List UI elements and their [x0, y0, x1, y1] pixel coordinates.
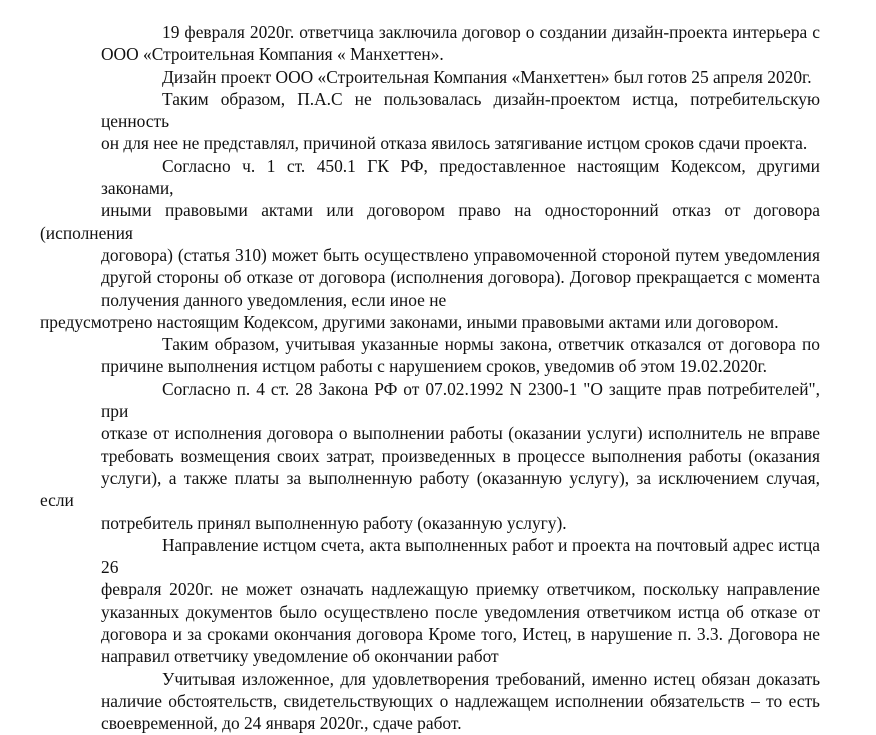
paragraph-code-continuation: [40, 311, 820, 333]
paragraph-documents-sent: [40, 534, 820, 668]
text-line: своевременной, до 24 января 2020г., сдаче работ.: [101, 713, 462, 734]
text-line: другой стороны об отказе от договора (исполнения договора). Договор прекращается с момента: [101, 267, 820, 288]
text-line: Таким образом, П.А.С не пользовалась дизайн-проектом истца, потребительскую ценность: [101, 88, 820, 132]
paragraph-consumer-law: [40, 378, 820, 534]
text-line: договора и за сроками окончания договора Кроме того, Истец, в нарушение п. 3.3. Договора не: [101, 624, 820, 645]
text-line: Таким образом, учитывая указанные нормы закона, ответчик отказался от договора по: [162, 334, 820, 355]
text-line: причине выполнения истцом работы с нарушением сроков, уведомив об этом 19.02.2020г.: [101, 356, 767, 377]
text-line: отказе от исполнения договора о выполнении работы (оказании услуги) исполнитель не вправе: [101, 423, 820, 444]
text-line: ООО «Строительная Компания « Манхеттен».: [101, 44, 444, 65]
text-line: 19 февраля 2020г. ответчица заключила договор о создании дизайн-проекта интерьера с: [162, 22, 820, 42]
text-line: наличие обстоятельств, свидетельствующих о надлежащем исполнении обязательств – то есть: [101, 690, 820, 711]
text-line: Согласно ч. 1 ст. 450.1 ГК РФ, предоставленное настоящим Кодексом, другими законами,: [101, 155, 820, 199]
paragraph-contract-date: [40, 21, 820, 66]
text-line: направил ответчику уведомление об окончании работ: [101, 646, 499, 667]
text-line: Согласно п. 4 ст. 28 Закона РФ от 07.02.1992 N 2300-1 "О защите прав потребителей", при: [101, 378, 820, 422]
text-line: февраля 2020г. не может означать надлежащую приемку ответчиком, поскольку направление: [101, 579, 820, 600]
text-line: договора) (статья 310) может быть осуществлено управомоченной стороной путем уведомления: [101, 244, 820, 265]
paragraph-not-used: [40, 88, 820, 155]
text-line: услуги), а также платы за выполненную работу (оказанную услугу), за исключением случая, если: [40, 467, 820, 511]
paragraph-civil-code-450: [40, 155, 820, 311]
paragraph-design-ready: [40, 66, 820, 88]
text-line: иными правовыми актами или договором право на односторонний отказ от договора (исполнения: [40, 200, 820, 243]
text-line: он для нее не представлял, причиной отказа явилось затягивание истцом сроков сдачи проекта.: [101, 133, 808, 154]
text-line: Направление истцом счета, акта выполненных работ и проекта на почтовый адрес истца 26: [101, 534, 820, 578]
paragraph-refusal: [40, 333, 820, 378]
text-line: предусмотрено настоящим Кодексом, другими законами, иными правовыми актами или договором.: [40, 311, 779, 332]
text-line: получения данного уведомления, если иное не: [101, 289, 447, 310]
text-line: требовать возмещения своих затрат, произведенных в процессе выполнения работы (оказания: [101, 445, 820, 466]
paragraph-conclusion: [40, 668, 820, 735]
text-line: Учитывая изложенное, для удовлетворения требований, именно истец обязан доказать: [162, 668, 820, 689]
text-line: Дизайн проект ООО «Строительная Компания «Манхеттен» был готов 25 апреля 2020г.: [162, 66, 812, 87]
document-body: [40, 21, 820, 735]
text-line: указанных документов было осуществлено после уведомления ответчиком истца об отказе от: [101, 601, 820, 622]
text-line: потребитель принял выполненную работу (оказанную услугу).: [101, 512, 567, 533]
